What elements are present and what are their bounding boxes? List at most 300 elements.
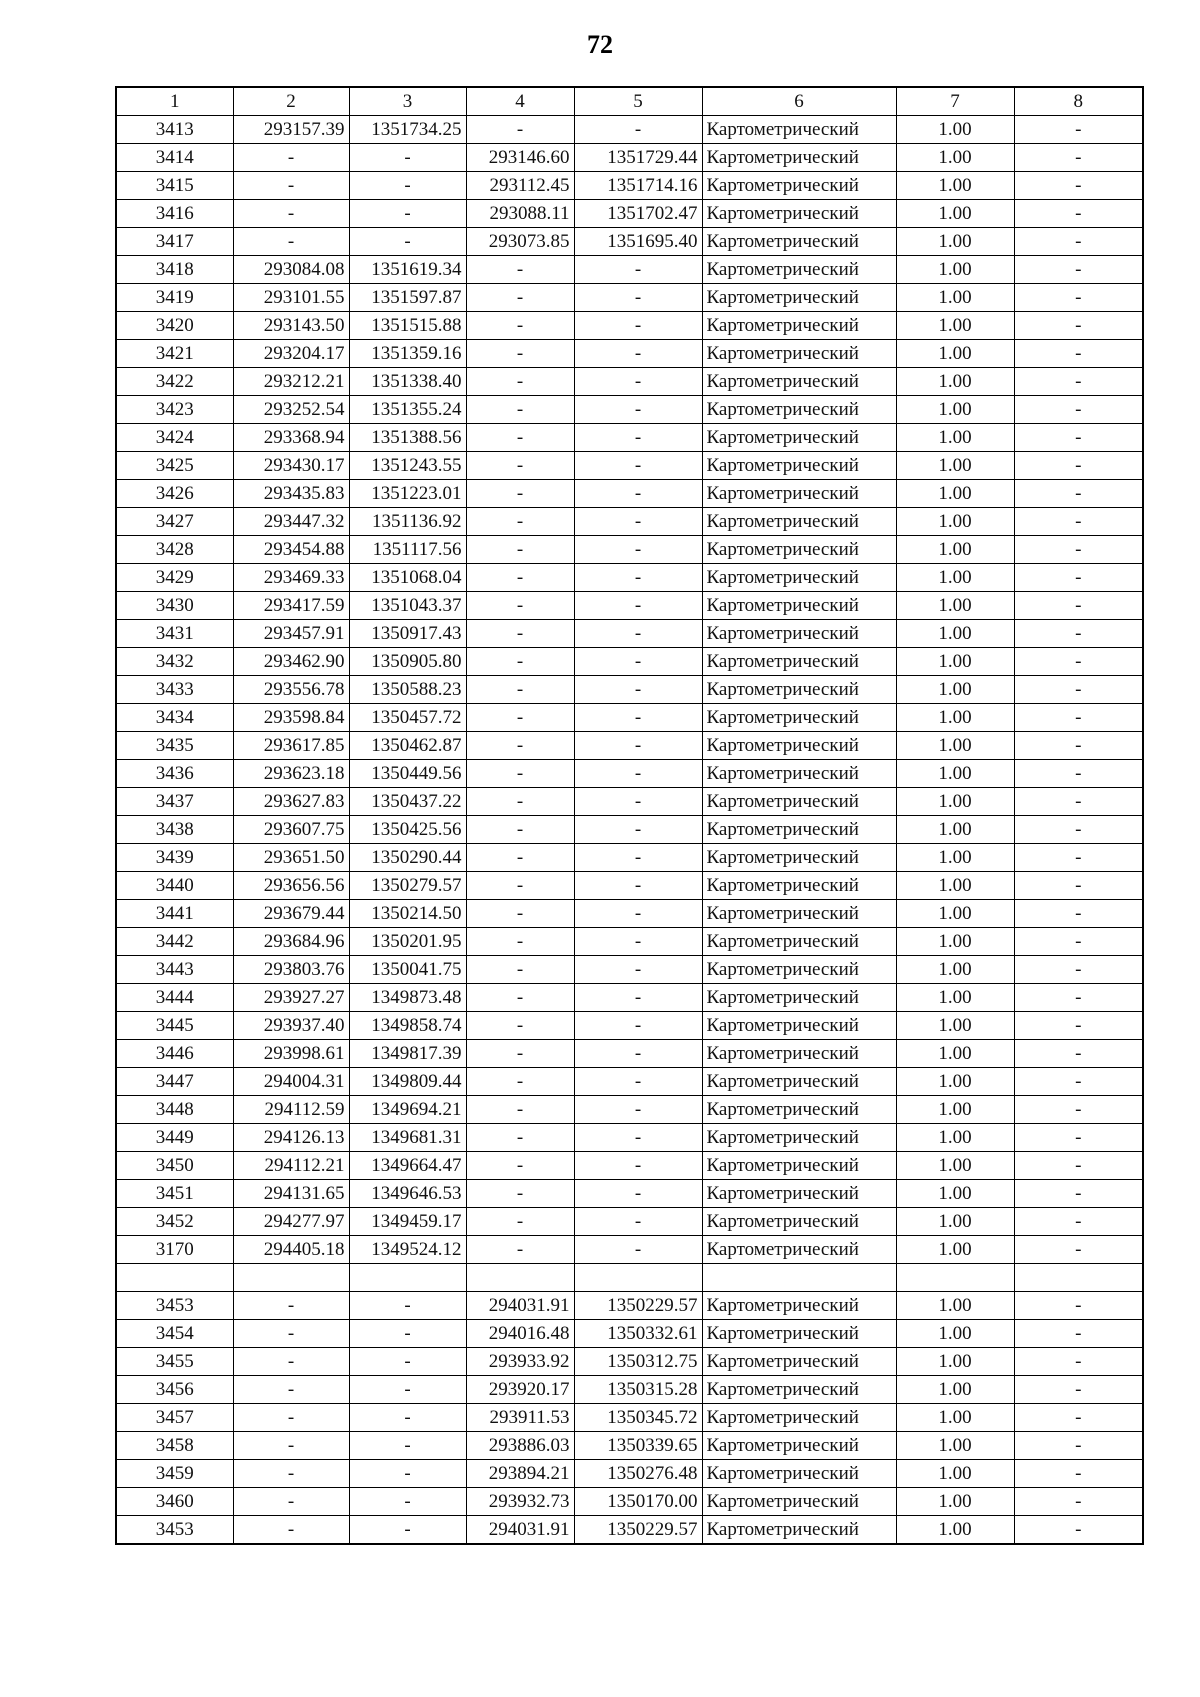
- table-row: [116, 116, 1143, 144]
- table-cell-col-1: 3434: [116, 704, 233, 732]
- table-row: [116, 648, 1143, 676]
- table-header-row: [116, 87, 1143, 116]
- table-cell-col-3: 1349694.21: [349, 1096, 466, 1124]
- table-cell-col-8: -: [1014, 1516, 1143, 1545]
- table-cell-col-5: -: [574, 256, 702, 284]
- table-cell-col-6: Картометрический: [702, 788, 896, 816]
- table-cell-col-4: 293933.92: [466, 1348, 574, 1376]
- table-cell-col-7: 1.00: [896, 1236, 1014, 1264]
- table-row: [116, 1320, 1143, 1348]
- table-cell-col-7: 1.00: [896, 228, 1014, 256]
- table-cell-col-5: -: [574, 312, 702, 340]
- column-header: 1: [116, 87, 233, 116]
- table-cell-col-2: -: [233, 1404, 349, 1432]
- table-cell-col-8: -: [1014, 1236, 1143, 1264]
- table-cell-col-5: -: [574, 1152, 702, 1180]
- table-cell-col-4: -: [466, 424, 574, 452]
- table-cell-col-4: -: [466, 760, 574, 788]
- table-cell-col-6: Картометрический: [702, 200, 896, 228]
- table-cell-col-1: 3419: [116, 284, 233, 312]
- table-cell-col-3: -: [349, 1460, 466, 1488]
- table-cell-col-2: 293084.08: [233, 256, 349, 284]
- table-cell-col-4: -: [466, 1068, 574, 1096]
- table-cell-col-2: 293204.17: [233, 340, 349, 368]
- table-row: [116, 1516, 1143, 1545]
- table-cell-col-1: 3436: [116, 760, 233, 788]
- table-cell-col-6: Картометрический: [702, 704, 896, 732]
- table-cell-col-3: 1351068.04: [349, 564, 466, 592]
- table-cell-col-2: -: [233, 1292, 349, 1320]
- table-row: [116, 368, 1143, 396]
- table-cell-col-2: 293679.44: [233, 900, 349, 928]
- table-cell-col-7: 1.00: [896, 1348, 1014, 1376]
- table-cell-col-2: 293435.83: [233, 480, 349, 508]
- table-row: [116, 1152, 1143, 1180]
- table-cell-col-3: 1351338.40: [349, 368, 466, 396]
- table-cell-col-7: 1.00: [896, 704, 1014, 732]
- table-cell-col-6: Картометрический: [702, 760, 896, 788]
- table-cell-col-6: Картометрический: [702, 1040, 896, 1068]
- table-cell-col-5: -: [574, 1068, 702, 1096]
- table-row: [116, 1012, 1143, 1040]
- table-cell-col-2: 293617.85: [233, 732, 349, 760]
- table-cell-col-7: 1.00: [896, 1432, 1014, 1460]
- table-cell-col-3: -: [349, 1516, 466, 1545]
- table-cell-col-1: 3428: [116, 536, 233, 564]
- table-cell-col-3: 1349873.48: [349, 984, 466, 1012]
- table-cell-col-1: 3445: [116, 1012, 233, 1040]
- table-cell-col-7: 1.00: [896, 200, 1014, 228]
- table-cell-col-2: 294405.18: [233, 1236, 349, 1264]
- table-row: [116, 564, 1143, 592]
- table-cell-col-2: 293598.84: [233, 704, 349, 732]
- table-cell-col-3: 1350457.72: [349, 704, 466, 732]
- table-cell-col-6: Картометрический: [702, 564, 896, 592]
- table-cell-col-1: 3433: [116, 676, 233, 704]
- table-cell-col-7: 1.00: [896, 844, 1014, 872]
- table-cell-col-1: 3440: [116, 872, 233, 900]
- table-cell-col-1: 3422: [116, 368, 233, 396]
- table-cell-col-8: -: [1014, 1376, 1143, 1404]
- table-cell-col-7: 1.00: [896, 480, 1014, 508]
- table-row: [116, 1124, 1143, 1152]
- table-cell-col-1: 3418: [116, 256, 233, 284]
- table-cell-col-6: Картометрический: [702, 1516, 896, 1545]
- table-cell-col-2: -: [233, 1320, 349, 1348]
- table-cell-col-6: Картометрический: [702, 116, 896, 144]
- table-row: [116, 1208, 1143, 1236]
- table-cell-col-3: 1350214.50: [349, 900, 466, 928]
- table-cell-col-2: -: [233, 1460, 349, 1488]
- table-cell-col-8: -: [1014, 480, 1143, 508]
- table-cell-col-7: 1.00: [896, 648, 1014, 676]
- table-cell-col-5: 1350339.65: [574, 1432, 702, 1460]
- table-cell-col-5: -: [574, 340, 702, 368]
- table-cell-col-1: 3435: [116, 732, 233, 760]
- table-cell-col-2: -: [233, 172, 349, 200]
- table-cell-col-3: 1351043.37: [349, 592, 466, 620]
- table-cell-col-5: -: [574, 480, 702, 508]
- table-cell-col-4: -: [466, 536, 574, 564]
- table-cell-col-3: 1350449.56: [349, 760, 466, 788]
- table-row: [116, 1040, 1143, 1068]
- table-cell-col-1: 3421: [116, 340, 233, 368]
- table-cell-col-8: -: [1014, 844, 1143, 872]
- table-cell-col-7: 1.00: [896, 872, 1014, 900]
- table-cell-col-6: Картометрический: [702, 1152, 896, 1180]
- table-cell-col-2: 294131.65: [233, 1180, 349, 1208]
- table-cell-col-4: -: [466, 284, 574, 312]
- table-row: [116, 984, 1143, 1012]
- table-cell-col-3: 1350905.80: [349, 648, 466, 676]
- table-cell-col-6: Картометрический: [702, 900, 896, 928]
- table-cell-col-6: Картометрический: [702, 508, 896, 536]
- table-cell-col-3: 1350917.43: [349, 620, 466, 648]
- table-cell-col-2: 293417.59: [233, 592, 349, 620]
- table-row: [116, 200, 1143, 228]
- table-cell-col-1: 3438: [116, 816, 233, 844]
- table-cell-col-4: -: [466, 480, 574, 508]
- table-cell-col-6: Картометрический: [702, 536, 896, 564]
- table-cell-col-3: 1350588.23: [349, 676, 466, 704]
- table-cell-col-2: 293937.40: [233, 1012, 349, 1040]
- table-cell-col-3: 1351619.34: [349, 256, 466, 284]
- table-row: [116, 928, 1143, 956]
- table-cell-col-6: Картометрический: [702, 592, 896, 620]
- table-cell-col-6: Картометрический: [702, 480, 896, 508]
- table-cell-col-5: 1351729.44: [574, 144, 702, 172]
- table-cell-col-7: 1.00: [896, 1012, 1014, 1040]
- table-cell-col-6: Картометрический: [702, 1180, 896, 1208]
- table-cell-col-7: 1.00: [896, 676, 1014, 704]
- table-cell-col-8: -: [1014, 1096, 1143, 1124]
- table-cell-col-6: Картометрический: [702, 172, 896, 200]
- table-cell-col-8: -: [1014, 648, 1143, 676]
- table-cell-col-6: Картометрический: [702, 928, 896, 956]
- table-cell-col-7: 1.00: [896, 508, 1014, 536]
- table-cell-col-1: 3430: [116, 592, 233, 620]
- table-cell-col-4: 293886.03: [466, 1432, 574, 1460]
- table-cell-col-1: 3453: [116, 1292, 233, 1320]
- table-cell-col-1: 3441: [116, 900, 233, 928]
- table-cell-col-6: Картометрический: [702, 676, 896, 704]
- table-cell-col-8: -: [1014, 704, 1143, 732]
- table-cell-col-1: 3413: [116, 116, 233, 144]
- table-cell-col-2: 293998.61: [233, 1040, 349, 1068]
- table-cell-col-6: Картометрический: [702, 648, 896, 676]
- table-cell-col-8: -: [1014, 1432, 1143, 1460]
- table-cell-col-6: Картометрический: [702, 1124, 896, 1152]
- table-cell-col-5: 1350229.57: [574, 1292, 702, 1320]
- table-cell-col-5: [574, 1264, 702, 1292]
- table-cell-col-8: -: [1014, 1320, 1143, 1348]
- table-row: [116, 1460, 1143, 1488]
- table-cell-col-7: 1.00: [896, 984, 1014, 1012]
- table-cell-col-7: 1.00: [896, 1096, 1014, 1124]
- table-cell-col-6: Картометрический: [702, 620, 896, 648]
- table-row: [116, 1180, 1143, 1208]
- table-cell-col-4: -: [466, 1208, 574, 1236]
- table-row: [116, 284, 1143, 312]
- table-row: [116, 1264, 1143, 1292]
- table-cell-col-7: 1.00: [896, 592, 1014, 620]
- table-cell-col-7: 1.00: [896, 340, 1014, 368]
- table-cell-col-2: 293457.91: [233, 620, 349, 648]
- table-cell-col-1: 3454: [116, 1320, 233, 1348]
- table-cell-col-6: Картометрический: [702, 1376, 896, 1404]
- table-row: [116, 1376, 1143, 1404]
- table-cell-col-1: 3414: [116, 144, 233, 172]
- table-cell-col-7: 1.00: [896, 564, 1014, 592]
- table-cell-col-4: -: [466, 564, 574, 592]
- table-cell-col-8: -: [1014, 172, 1143, 200]
- table-row: [116, 228, 1143, 256]
- table-cell-col-6: Картометрический: [702, 284, 896, 312]
- table-cell-col-2: 293607.75: [233, 816, 349, 844]
- table-cell-col-1: 3425: [116, 452, 233, 480]
- table-row: [116, 704, 1143, 732]
- column-header: 5: [574, 87, 702, 116]
- table-cell-col-5: -: [574, 620, 702, 648]
- table-cell-col-7: 1.00: [896, 396, 1014, 424]
- table-cell-col-7: 1.00: [896, 1376, 1014, 1404]
- table-row: [116, 452, 1143, 480]
- table-cell-col-8: -: [1014, 1068, 1143, 1096]
- table-cell-col-8: -: [1014, 1152, 1143, 1180]
- table-cell-col-4: -: [466, 956, 574, 984]
- table-cell-col-1: 3170: [116, 1236, 233, 1264]
- table-cell-col-4: -: [466, 676, 574, 704]
- table-cell-col-7: 1.00: [896, 368, 1014, 396]
- table-cell-col-4: 293112.45: [466, 172, 574, 200]
- table-cell-col-4: 293894.21: [466, 1460, 574, 1488]
- table-cell-col-4: -: [466, 1012, 574, 1040]
- table-cell-col-3: -: [349, 1488, 466, 1516]
- table-cell-col-3: 1350437.22: [349, 788, 466, 816]
- table-cell-col-3: 1351597.87: [349, 284, 466, 312]
- table-row: [116, 1404, 1143, 1432]
- table-cell-col-1: 3451: [116, 1180, 233, 1208]
- table-cell-col-5: -: [574, 116, 702, 144]
- table-cell-col-5: -: [574, 396, 702, 424]
- table-cell-col-8: -: [1014, 536, 1143, 564]
- table-row: [116, 872, 1143, 900]
- table-cell-col-8: -: [1014, 424, 1143, 452]
- table-cell-col-1: 3444: [116, 984, 233, 1012]
- table-cell-col-6: Картометрический: [702, 956, 896, 984]
- table-cell-col-2: 294126.13: [233, 1124, 349, 1152]
- column-header: 4: [466, 87, 574, 116]
- table-cell-col-1: 3457: [116, 1404, 233, 1432]
- table-cell-col-1: 3446: [116, 1040, 233, 1068]
- table-cell-col-2: 293462.90: [233, 648, 349, 676]
- table-cell-col-4: -: [466, 256, 574, 284]
- table-cell-col-6: Картометрический: [702, 424, 896, 452]
- table-cell-col-8: -: [1014, 368, 1143, 396]
- table-cell-col-4: 293073.85: [466, 228, 574, 256]
- table-cell-col-5: -: [574, 984, 702, 1012]
- table-cell-col-8: -: [1014, 228, 1143, 256]
- table-cell-col-6: Картометрический: [702, 1208, 896, 1236]
- table-cell-col-2: -: [233, 144, 349, 172]
- table-cell-col-8: -: [1014, 116, 1143, 144]
- table-cell-col-1: 3427: [116, 508, 233, 536]
- table-cell-col-7: 1.00: [896, 1068, 1014, 1096]
- table-cell-col-8: -: [1014, 1040, 1143, 1068]
- table-cell-col-2: 293212.21: [233, 368, 349, 396]
- table-cell-col-1: 3439: [116, 844, 233, 872]
- table-cell-col-2: 293368.94: [233, 424, 349, 452]
- table-cell-col-6: Картометрический: [702, 1460, 896, 1488]
- table-cell-col-3: 1349459.17: [349, 1208, 466, 1236]
- table-cell-col-1: 3455: [116, 1348, 233, 1376]
- table-row: [116, 1068, 1143, 1096]
- table-row: [116, 816, 1143, 844]
- table-cell-col-2: 293447.32: [233, 508, 349, 536]
- table-cell-col-4: -: [466, 620, 574, 648]
- table-cell-col-4: 293911.53: [466, 1404, 574, 1432]
- table-cell-col-5: 1350276.48: [574, 1460, 702, 1488]
- table-cell-col-8: -: [1014, 620, 1143, 648]
- table-cell-col-3: 1351515.88: [349, 312, 466, 340]
- table-cell-col-2: 293143.50: [233, 312, 349, 340]
- table-cell-col-2: 293651.50: [233, 844, 349, 872]
- table-cell-col-3: 1350201.95: [349, 928, 466, 956]
- table-cell-col-6: Картометрический: [702, 452, 896, 480]
- table-cell-col-7: 1.00: [896, 452, 1014, 480]
- table-cell-col-2: 293252.54: [233, 396, 349, 424]
- table-cell-col-6: Картометрический: [702, 144, 896, 172]
- table-cell-col-8: -: [1014, 452, 1143, 480]
- table-cell-col-3: -: [349, 1292, 466, 1320]
- table-cell-col-7: 1.00: [896, 788, 1014, 816]
- table-row: [116, 676, 1143, 704]
- table-row: [116, 144, 1143, 172]
- table-cell-col-3: -: [349, 1348, 466, 1376]
- table-cell-col-5: -: [574, 1096, 702, 1124]
- table-cell-col-3: 1351223.01: [349, 480, 466, 508]
- table-row: [116, 172, 1143, 200]
- table-cell-col-5: -: [574, 1012, 702, 1040]
- table-cell-col-5: -: [574, 732, 702, 760]
- table-cell-col-1: 3431: [116, 620, 233, 648]
- table-cell-col-1: 3429: [116, 564, 233, 592]
- table-cell-col-8: -: [1014, 508, 1143, 536]
- table-cell-col-8: -: [1014, 1488, 1143, 1516]
- table-cell-col-5: 1350170.00: [574, 1488, 702, 1516]
- table-cell-col-5: 1350229.57: [574, 1516, 702, 1545]
- table-cell-col-3: [349, 1264, 466, 1292]
- table-cell-col-7: 1.00: [896, 144, 1014, 172]
- table-row: [116, 900, 1143, 928]
- table-cell-col-2: 294004.31: [233, 1068, 349, 1096]
- table-cell-col-2: 294112.59: [233, 1096, 349, 1124]
- table-cell-col-6: Картометрический: [702, 1348, 896, 1376]
- table-row: [116, 732, 1143, 760]
- table-cell-col-4: -: [466, 1124, 574, 1152]
- table-cell-col-5: 1350312.75: [574, 1348, 702, 1376]
- table-cell-col-4: -: [466, 704, 574, 732]
- table-cell-col-5: -: [574, 928, 702, 956]
- table-row: [116, 1096, 1143, 1124]
- table-cell-col-7: 1.00: [896, 1320, 1014, 1348]
- table-row: [116, 340, 1143, 368]
- table-cell-col-1: 3420: [116, 312, 233, 340]
- table-cell-col-8: [1014, 1264, 1143, 1292]
- table-cell-col-5: -: [574, 1180, 702, 1208]
- table-cell-col-4: -: [466, 648, 574, 676]
- table-cell-col-3: 1350041.75: [349, 956, 466, 984]
- table-cell-col-3: 1349858.74: [349, 1012, 466, 1040]
- table-cell-col-8: -: [1014, 1348, 1143, 1376]
- table-cell-col-7: 1.00: [896, 424, 1014, 452]
- table-cell-col-4: -: [466, 844, 574, 872]
- table-cell-col-2: 293101.55: [233, 284, 349, 312]
- table-cell-col-3: 1351388.56: [349, 424, 466, 452]
- table-cell-col-4: -: [466, 872, 574, 900]
- table-row: [116, 592, 1143, 620]
- table-cell-col-7: 1.00: [896, 256, 1014, 284]
- table-cell-col-4: -: [466, 984, 574, 1012]
- table-cell-col-2: -: [233, 1376, 349, 1404]
- table-cell-col-7: [896, 1264, 1014, 1292]
- table-cell-col-3: 1351734.25: [349, 116, 466, 144]
- table-cell-col-6: Картометрический: [702, 228, 896, 256]
- table-cell-col-6: Картометрический: [702, 1236, 896, 1264]
- table-cell-col-1: 3458: [116, 1432, 233, 1460]
- table-row: [116, 1488, 1143, 1516]
- table-cell-col-8: -: [1014, 984, 1143, 1012]
- table-cell-col-2: 293684.96: [233, 928, 349, 956]
- column-header: 2: [233, 87, 349, 116]
- table-row: [116, 956, 1143, 984]
- table-cell-col-7: 1.00: [896, 116, 1014, 144]
- table-cell-col-6: Картометрический: [702, 368, 896, 396]
- table-row: [116, 1292, 1143, 1320]
- table-row: [116, 1348, 1143, 1376]
- table-cell-col-6: Картометрический: [702, 1096, 896, 1124]
- table-cell-col-5: -: [574, 1124, 702, 1152]
- table-cell-col-5: 1350315.28: [574, 1376, 702, 1404]
- table-cell-col-4: -: [466, 788, 574, 816]
- table-cell-col-8: -: [1014, 1460, 1143, 1488]
- table-cell-col-5: -: [574, 1236, 702, 1264]
- table-cell-col-3: -: [349, 228, 466, 256]
- table-cell-col-5: -: [574, 844, 702, 872]
- table-cell-col-7: 1.00: [896, 732, 1014, 760]
- table-cell-col-1: 3423: [116, 396, 233, 424]
- table-cell-col-3: 1351136.92: [349, 508, 466, 536]
- table-cell-col-5: -: [574, 1208, 702, 1236]
- table-cell-col-8: -: [1014, 788, 1143, 816]
- table-cell-col-1: 3417: [116, 228, 233, 256]
- table-cell-col-1: [116, 1264, 233, 1292]
- table-cell-col-1: 3432: [116, 648, 233, 676]
- table-cell-col-2: [233, 1264, 349, 1292]
- table-cell-col-5: -: [574, 368, 702, 396]
- table-cell-col-8: -: [1014, 1180, 1143, 1208]
- table-row: [116, 1236, 1143, 1264]
- table-cell-col-6: Картометрический: [702, 872, 896, 900]
- table-cell-col-4: -: [466, 928, 574, 956]
- table-cell-col-4: 293920.17: [466, 1376, 574, 1404]
- table-cell-col-5: -: [574, 284, 702, 312]
- table-cell-col-3: 1350462.87: [349, 732, 466, 760]
- table-cell-col-6: Картометрический: [702, 844, 896, 872]
- table-row: [116, 312, 1143, 340]
- table-cell-col-2: -: [233, 1516, 349, 1545]
- table-cell-col-5: -: [574, 1040, 702, 1068]
